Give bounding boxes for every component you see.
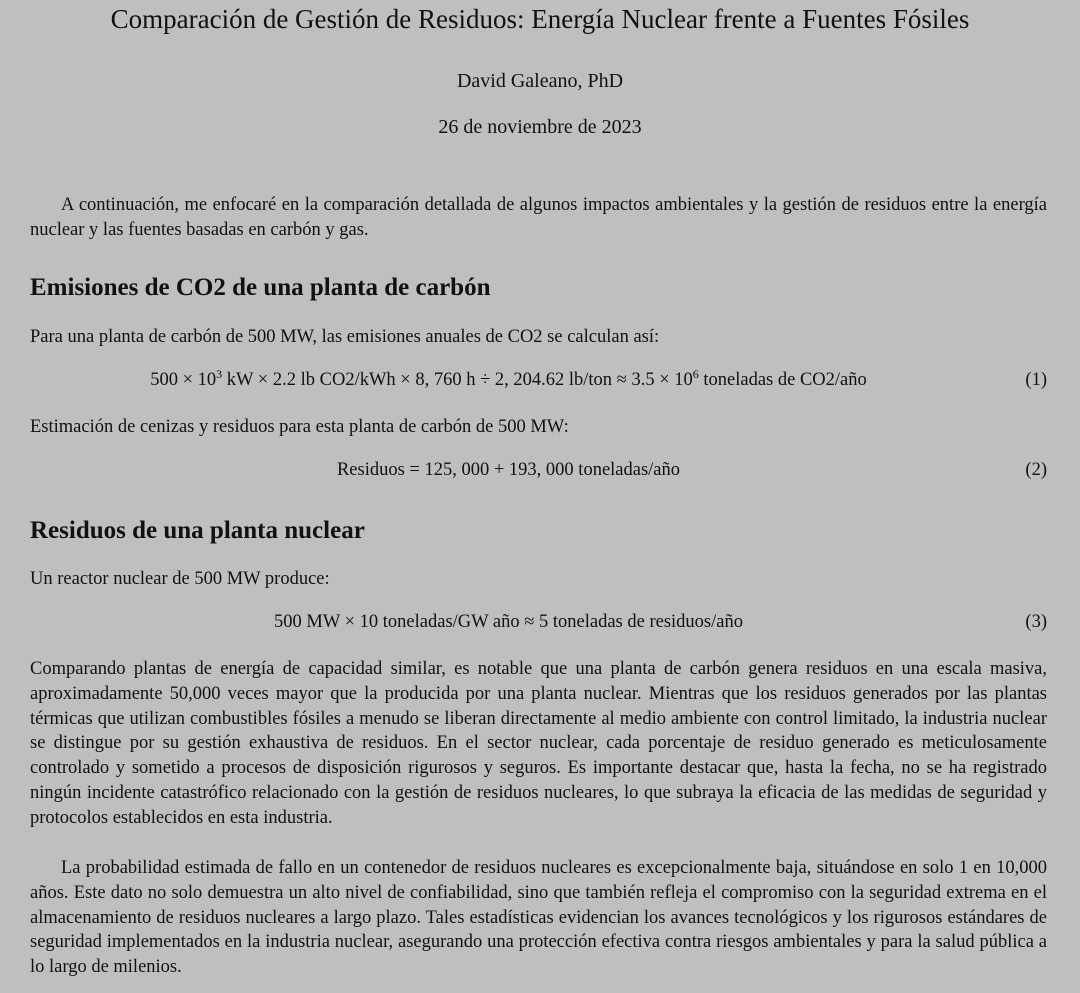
- equation-3-body: 500 MW × 10 toneladas/GW año ≈ 5 toneladas de residuos/año: [274, 612, 743, 632]
- section2-paragraph-2: La probabilidad estimada de fallo en un contenedor de residuos nucleares es excepcionalmente baja, situándose en solo 1 en 10,000 años. Este dato no solo demuestra un alto nivel de confiabilidad, sino que también refleja el compromiso con la seguridad extrema en el almacenamiento de residuos nucleares a largo plazo. Tales estadísticas evidencian los avances tecnológicos y los rigurosos estándares de seguridad implementados en la industria nuclear, asegurando una protección efectiva contra riesgos ambientales y para la salud pública a lo largo de milenios.: [30, 858, 1047, 978]
- author: David Galeano, PhD: [456, 70, 624, 92]
- eq1-part-b: kW × 2.2 lb CO2/kWh × 8, 760 h ÷ 2, 204.62 lb/ton ≈ 3.5 × 10: [222, 370, 693, 390]
- equation-3-number: (3): [1025, 612, 1047, 632]
- section1-text2: Estimación de cenizas y residuos para esta planta de carbón de 500 MW:: [30, 417, 569, 437]
- eq1-sup-a: 3: [216, 367, 223, 381]
- document-title: Comparación de Gestión de Residuos: Energía Nuclear frente a Fuentes Fósiles: [110, 4, 970, 34]
- eq1-sup-b: 6: [692, 367, 699, 381]
- equation-2: [30, 460, 1047, 490]
- equation-3: [30, 612, 1047, 642]
- section2-text1: Un reactor nuclear de 500 MW produce:: [30, 569, 330, 589]
- equation-1-number: (1): [1025, 370, 1047, 390]
- equation-1: [30, 367, 1047, 400]
- equation-2-number: (2): [1025, 460, 1047, 480]
- date: 26 de noviembre de 2023: [438, 116, 642, 138]
- intro-paragraph: A continuación, me enfocaré en la comparación detallada de algunos impactos ambientales y la gestión de residuos entre la energía nuclear y las fuentes basadas en carbón y gas.: [30, 195, 1047, 240]
- eq1-part-c: toneladas de CO2/año: [698, 370, 867, 390]
- equation-2-body: Residuos = 125, 000 + 193, 000 toneladas/año: [336, 460, 681, 480]
- section-heading-nuclear: Residuos de una planta nuclear: [30, 517, 365, 544]
- section2-paragraph-1: Comparando plantas de energía de capacidad similar, es notable que una planta de carbón genera residuos en una escala masiva, aproximadamente 50,000 veces mayor que la producida por una planta nuclear. Mientras que los residuos generados por las plantas térmicas que utilizan combustibles fósiles a menudo se liberan directamente al medio ambiente con control limitado, la industria nuclear se distingue por su gestión exhaustiva de residuos. En el sector nuclear, cada porcentaje de residuo generado es meticulosamente controlado y sometido a procesos de disposición rigurosos y seguros. Es importante destacar que, hasta la fecha, no se ha registrado ningún incidente catastrófico relacionado con la gestión de residuos nucleares, lo que subraya la eficacia de las medidas de seguridad y protocolos establecidos en esta industria.: [30, 659, 1047, 828]
- section-heading-co2: Emisiones de CO2 de una planta de carbón: [30, 274, 491, 301]
- section1-text1: Para una planta de carbón de 500 MW, las emisiones anuales de CO2 se calculan así:: [30, 327, 660, 347]
- eq1-part-a: 500 × 10: [150, 370, 217, 390]
- equation-1-body: [30, 367, 987, 391]
